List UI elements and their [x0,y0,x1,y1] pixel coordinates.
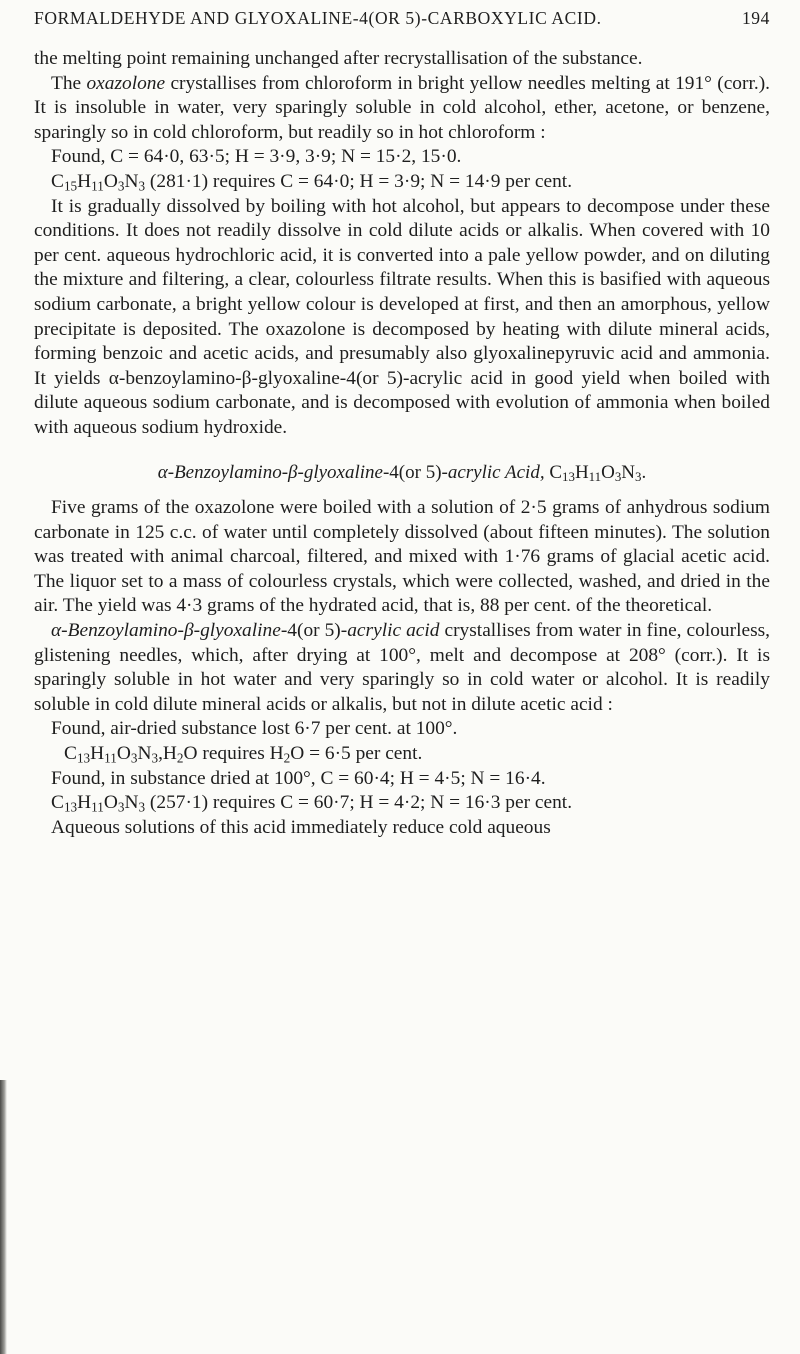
text-run: O = 6·5 per cent. [290,743,423,765]
binding-edge-shadow [0,1080,7,1354]
formula-o: O [601,461,615,483]
article-body [34,47,770,840]
subscript: 13 [76,750,91,766]
subscript: 11 [91,799,104,815]
formula-c: C [51,792,64,814]
paragraph-acid-properties [34,619,770,717]
formula-c: C [51,170,64,192]
subscript: 13 [562,468,575,484]
formula-n: N [137,743,152,765]
subscript: 3 [151,750,159,766]
subscript: 3 [117,799,125,815]
subscript: 13 [63,799,78,815]
subscript: 15 [63,178,78,194]
analysis-requires-3 [34,791,770,816]
emphasis-compound: α-Benzoylamino-β-glyoxaline- [51,620,288,642]
subscript: 11 [588,468,602,484]
emphasis-oxazolone: oxazolone [86,72,166,94]
text-run: 4(or 5) [287,620,341,642]
paragraph-preparation: Five grams of the oxazolone were boiled with a solution of 2·5 grams of anhydrous sodium carbonate in 125 c.c. of water until completely dissolved (about fifteen minutes). The solution was treated with animal charcoal, filtered, and mixed with 1·76 grams of glacial acetic acid. The liquor set to a mass of colourless crystals, which were collected, washed, and dried in the air. The yield was 4·3 grams of the hydrated acid, that is, 88 per cent. of the theoretical. [34,497,770,617]
text-run: crystallises from water in fine, colourless, glistening needles, which, after drying at 100°, melt and decompose at 208° (corr.). It is sparingly soluble in hot water and very sparingly so in cold water or alcohol. It is readily soluble in cold dilute mineral acids or alkalis, but not in dilute acetic acid : [34,620,771,715]
subscript: 3 [138,799,146,815]
formula-h: H [574,461,589,483]
heading-emphasis: α-Benzoylamino-β-glyoxaline- [157,461,390,483]
formula-o: O [103,170,118,192]
formula-h: H [90,743,105,765]
subscript: 11 [104,750,117,766]
formula-n: N [124,792,139,814]
formula-o: O [116,743,131,765]
paragraph-oxazolone-properties [34,72,770,146]
subscript: 3 [138,178,146,194]
formula-h: H [77,792,92,814]
analysis-requires-2 [34,742,770,767]
heading-emphasis: -acrylic Acid, [441,461,545,483]
running-title: FORMALDEHYDE AND GLYOXALINE-4(OR 5)-CARBOXYLIC ACID. [34,8,602,28]
text-run: crystallises from chloroform in bright yellow needles melting at 191° (corr.). It is insoluble in water, very sparingly soluble in cold alcohol, ether, acetone, or benzene, sparingly so in cold chloroform, but readily so in hot chloroform : [34,72,770,143]
formula-h: H [77,170,92,192]
text-run: The [51,72,87,94]
analysis-found-1: Found, C = 64·0, 63·5; H = 3·9, 3·9; N = 15·2, 15·0. [51,146,462,168]
subscript: 3 [614,468,622,484]
running-header [34,8,770,38]
text-run: O requires H [183,743,284,765]
emphasis-compound: -acrylic acid [340,620,440,642]
analysis-found-3: Found, in substance dried at 100°, C = 60·4; H = 4·5; N = 16·4. [51,767,546,789]
formula-c: C [544,461,563,483]
formula-water: ,H [158,743,177,765]
subscript: 3 [117,178,125,194]
subscript: 3 [130,750,138,766]
formula-n: N [124,170,139,192]
paragraph-continuation: the melting point remaining unchanged after recrystallisation of the substance. [34,48,643,69]
formula-c: C [64,743,77,765]
paragraph-decomposition: It is gradually dissolved by boiling with hot alcohol, but appears to decompose under these conditions. It does not readily dissolve in cold dilute acids or alkalis. When covered with 10 per cent. aqueous hydrochloric acid, it is converted into a pale yellow powder, and on diluting the mixture and filtering, a clear, colourless filtrate results. When this is basified with aqueous sodium carbonate, a bright yellow colour is developed at first, and then an amorphous, yellow precipitate is deposited. The oxazolone is decomposed by heating with dilute mineral acids, forming benzoic and acetic acids, and presumably also glyoxalinepyruvic acid and ammonia. It yields α-benzoylamino-β-glyoxaline-4(or 5)-acrylic acid in good yield when boiled with dilute aqueous sodium carbonate, and is decomposed with evolution of ammonia when boiled with aqueous sodium hydroxide. [34,195,770,438]
formula-n: N [621,461,636,483]
heading-text: 4(or 5) [389,461,442,483]
text-run: (281·1) requires C = 64·0; H = 3·9; N = 14·9 per cent. [145,170,573,192]
analysis-found-2: Found, air-dried substance lost 6·7 per cent. at 100°. [51,718,458,740]
subscript: 11 [91,178,104,194]
formula-o: O [103,792,118,814]
paragraph-reduction: Aqueous solutions of this acid immediately reduce cold aqueous [51,816,551,838]
analysis-requires-1 [34,170,770,195]
text-run: (257·1) requires C = 60·7; H = 4·2; N = 16·3 per cent. [145,792,573,814]
text-run: . [641,461,647,483]
subscript: 2 [176,750,184,766]
subscript: 2 [283,750,291,766]
section-heading [34,461,770,486]
subscript: 3 [635,468,642,484]
page-number: 194 [741,8,770,28]
